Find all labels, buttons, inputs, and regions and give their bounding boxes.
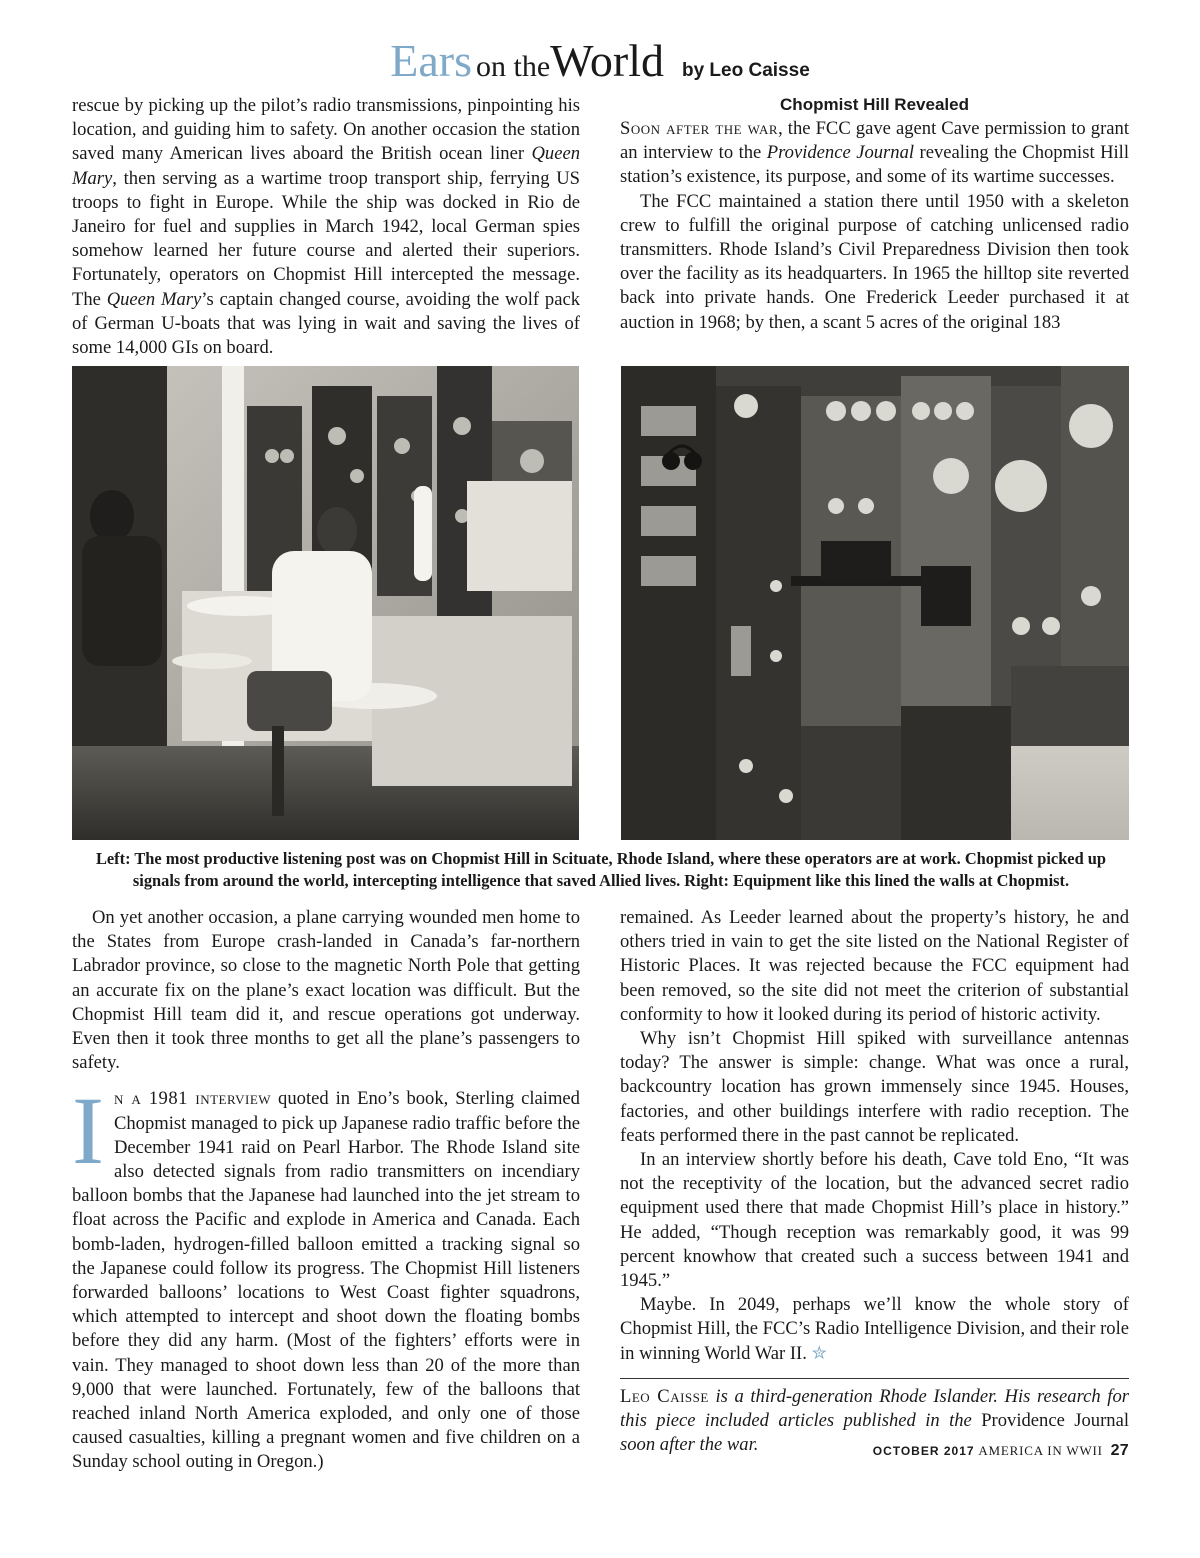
- paragraph: remained. As Leeder learned about the property’s history, he and others tried in vain to get the site listed on the National Register of Historic Places. It was rejected because the FCC equipment had been removed, so the site did not meet the criterion of substantial conformity to how it looked during its period of historic activity.: [620, 907, 1129, 1025]
- paragraph: In an interview shortly before his death, Cave told Eno, “It was not the receptivity of the location, but the advanced secret radio equipment used there that made Chopmist Hill’s place in history.” He added, “Though reception was remarkably good, it was 99 percent knowhow that created such a success between 1941 and 1945.”: [620, 1149, 1129, 1292]
- paragraph: On yet another occasion, a plane carrying wounded men home to the States from Europe crash-landed in Canada’s far-northern Labrador province, so close to the magnetic North Pole that getting an accurate fix on the plane’s exact location was difficult. But the Chopmist Hill team did it, and rescue operations got underway. Even then it took three months to get all the plane’s passengers to safety.: [72, 907, 580, 1074]
- text-run: soon after the war.: [620, 1434, 759, 1456]
- title-word-on-the: on the: [475, 50, 551, 83]
- bottom-left-column: [72, 906, 580, 1475]
- operators-photo-illustration: [72, 366, 579, 840]
- text-run: is a third-generation Rhode Islander. His research for this piece included articles published in the: [620, 1385, 1129, 1432]
- page-number: 27: [1110, 1442, 1129, 1459]
- paragraph: [72, 94, 580, 360]
- text-run: , then serving as a wartime troop transport ship, ferrying US troops to fight in Europe. While the ship was docked in Rio de Janeiro for fuel and supplies in March 1942, local German spies somehow learned her future course and alerted their superiors. Fortunately, operators on Chopmist Hill intercepted the message. The: [72, 167, 580, 310]
- text-run: quoted in Eno’s book, Sterling claimed Chopmist managed to pick up Japanese radio traffic before the December 1941 raid on Pearl Harbor. The Rhode Island site also detected signals from radio transmitters on incendiary balloon bombs that the Japanese had launched into the jet stream to float across the Pacific and explode in America and Canada. Each bomb-laden, hydrogen-filled balloon emitted a tracking signal so the Japanese could follow its progress. The Chopmist Hill listeners forwarded balloons’ locations to West Coast fighter squadrons, which attempted to intercept and shoot down the floating bombs before they did any harm. (Most of the fighters’ efforts were in vain. They managed to shoot down less than 20 of the more than 9,000 that were launched. Fortunately, few of the balloons that reached inland North America exploded, and only one of those caused casualties, killing a pregnant women and five children on a Sunday school outing in Oregon.): [72, 1088, 580, 1473]
- article-header: [0, 35, 1200, 86]
- publication-name: Providence Journal: [766, 142, 915, 164]
- top-left-column: [72, 94, 580, 360]
- title-word-ears: Ears: [390, 35, 472, 86]
- paragraph: [620, 1293, 1129, 1366]
- text-run: ’s captain changed course, avoiding the wolf pack of German U-boats that was lying in wait and saving the lives of some 14,000 GIs on board.: [72, 288, 580, 359]
- ship-name: Queen Mary: [106, 288, 202, 310]
- paragraph: [72, 1077, 580, 1474]
- photo-caption: Left: The most productive listening post was on Chopmist Hill in Scituate, Rhode Island, where these operators are at work. Chopmist picked up signals from around the world, intercepting intelligence that saved Allied lives. Right: Equipment like this lined the walls at Chopmist.: [95, 849, 1107, 890]
- bio-author-name: Leo Caisse: [620, 1385, 709, 1407]
- lead-in: n a 1981 interview: [113, 1088, 272, 1110]
- text-run: rescue by picking up the pilot’s radio transmissions, pinpointing his location, and guiding him to safety. On another occasion the station saved many American lives aboard the British ocean liner: [72, 95, 580, 165]
- lead-in: Soon after the war: [620, 118, 779, 139]
- title-word-world: World: [550, 35, 664, 86]
- ship-name: Queen Mary: [72, 143, 580, 189]
- end-star-icon: ✮: [811, 1342, 828, 1364]
- magazine-name: AMERICA IN WWII: [978, 1443, 1103, 1458]
- photo-radio-operators: [72, 366, 579, 840]
- publication-name: Providence Journal: [981, 1410, 1130, 1432]
- paragraph: [620, 117, 1129, 190]
- top-right-column: [620, 94, 1129, 335]
- paragraph: Why isn’t Chopmist Hill spiked with surveillance antennas today? The answer is simple: change. What was once a rural, backcountry location has grown immensely since 1945. Houses, factories, and other buildings interfere with radio reception. The feats performed there in the past cannot be replicated.: [620, 1028, 1129, 1146]
- page-footer: [873, 1442, 1129, 1460]
- drop-cap: I: [72, 1077, 104, 1185]
- photo-radio-equipment: [621, 366, 1129, 840]
- text-run: Maybe. In 2049, perhaps we’ll know the whole story of Chopmist Hill, the FCC’s Radio Intelligence Division, and their role in winning World War II.: [620, 1294, 1129, 1364]
- text-run: , the FCC gave agent Cave permission to grant an interview to the: [620, 118, 1129, 164]
- byline: by Leo Caisse: [681, 60, 810, 81]
- paragraph: The FCC maintained a station there until 1950 with a skeleton crew to fulfill the original purpose of catching unlicensed radio transmitters. Rhode Island’s Civil Preparedness Division then took over the facility as its headquarters. In 1965 the hilltop site reverted back into private hands. One Frederick Leeder purchased it at auction in 1968; by then, a scant 5 acres of the original 183: [620, 190, 1129, 333]
- bottom-right-column: [620, 906, 1129, 1457]
- issue-date: OCTOBER 2017: [872, 1444, 975, 1458]
- section-subhead: Chopmist Hill Revealed: [780, 95, 969, 114]
- text-run: revealing the Chopmist Hill station’s existence, its purpose, and some of its wartime successes.: [620, 142, 1130, 188]
- equipment-photo-illustration: [621, 366, 1129, 840]
- bio-divider: [620, 1378, 1129, 1379]
